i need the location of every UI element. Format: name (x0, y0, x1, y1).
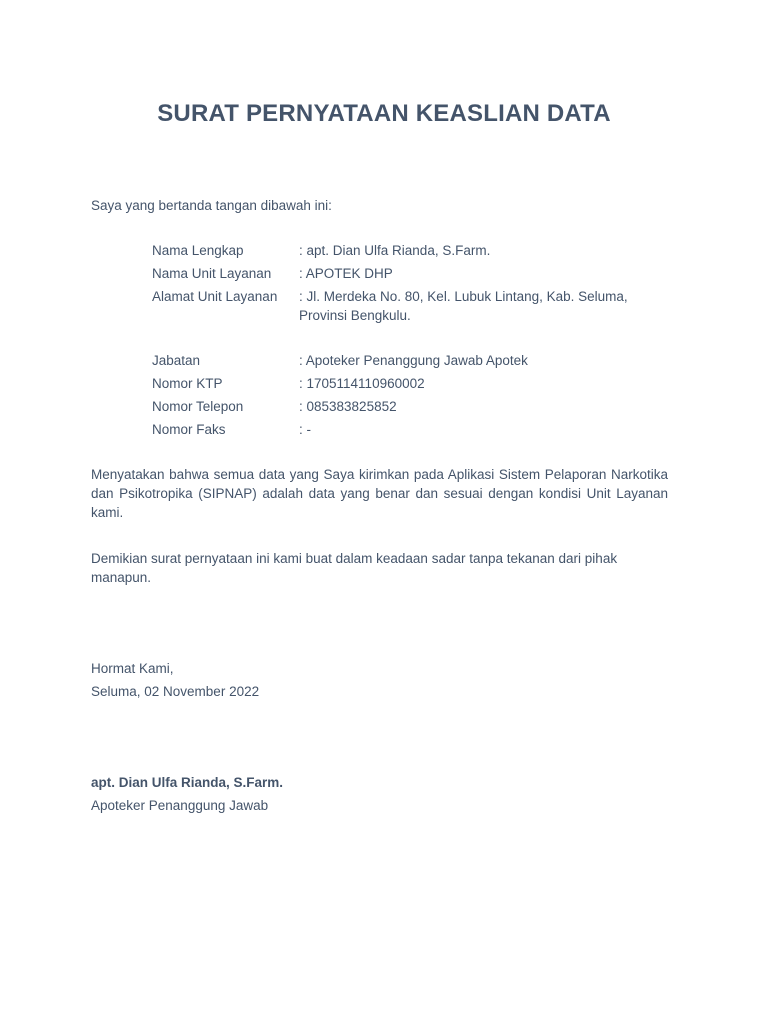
field-value-nomor-telepon: : 085383825852 (299, 399, 397, 414)
field-label-nama-unit-layanan: Nama Unit Layanan (152, 266, 272, 281)
field-label-jabatan: Jabatan (152, 353, 201, 368)
field-label-nomor-faks: Nomor Faks (152, 422, 226, 437)
closing-paragraph: Demikian surat pernyataan ini kami buat dalam keadaan sadar tanpa tekanan dari pihak manapun. (91, 551, 618, 585)
field-value-nama-lengkap: : apt. Dian Ulfa Rianda, S.Farm. (299, 243, 491, 258)
field-label-alamat-unit-layanan: Alamat Unit Layanan (152, 289, 278, 304)
field-value-nama-unit-layanan: : APOTEK DHP (299, 266, 393, 281)
document-title: SURAT PERNYATAAN KEASLIAN DATA (157, 100, 611, 127)
signer-name: apt. Dian Ulfa Rianda, S.Farm. (91, 775, 284, 790)
field-label-nomor-ktp: Nomor KTP (152, 376, 223, 391)
place-date: Seluma, 02 November 2022 (91, 684, 260, 699)
salutation: Hormat Kami, (91, 661, 174, 676)
field-value-alamat-unit-layanan-line2: Provinsi Bengkulu. (299, 308, 411, 323)
signer-title: Apoteker Penanggung Jawab (91, 798, 269, 813)
field-value-nomor-ktp: : 1705114110960002 (299, 376, 425, 391)
field-value-nomor-faks: : - (299, 422, 311, 437)
field-value-alamat-unit-layanan: : Jl. Merdeka No. 80, Kel. Lubuk Lintang, Kab. Seluma, (299, 289, 628, 304)
statement-paragraph: Menyatakan bahwa semua data yang Saya kirimkan pada Aplikasi Sistem Pelaporan Narkotika dan Psikotropika (SIPNAP) adalah data yang benar dan sesuai dengan kondisi Unit Layanan kami. (91, 467, 668, 520)
field-value-jabatan: : Apoteker Penanggung Jawab Apotek (299, 353, 528, 368)
field-label-nama-lengkap: Nama Lengkap (152, 243, 244, 258)
field-label-nomor-telepon: Nomor Telepon (152, 399, 244, 414)
intro-text: Saya yang bertanda tangan dibawah ini: (91, 198, 332, 213)
